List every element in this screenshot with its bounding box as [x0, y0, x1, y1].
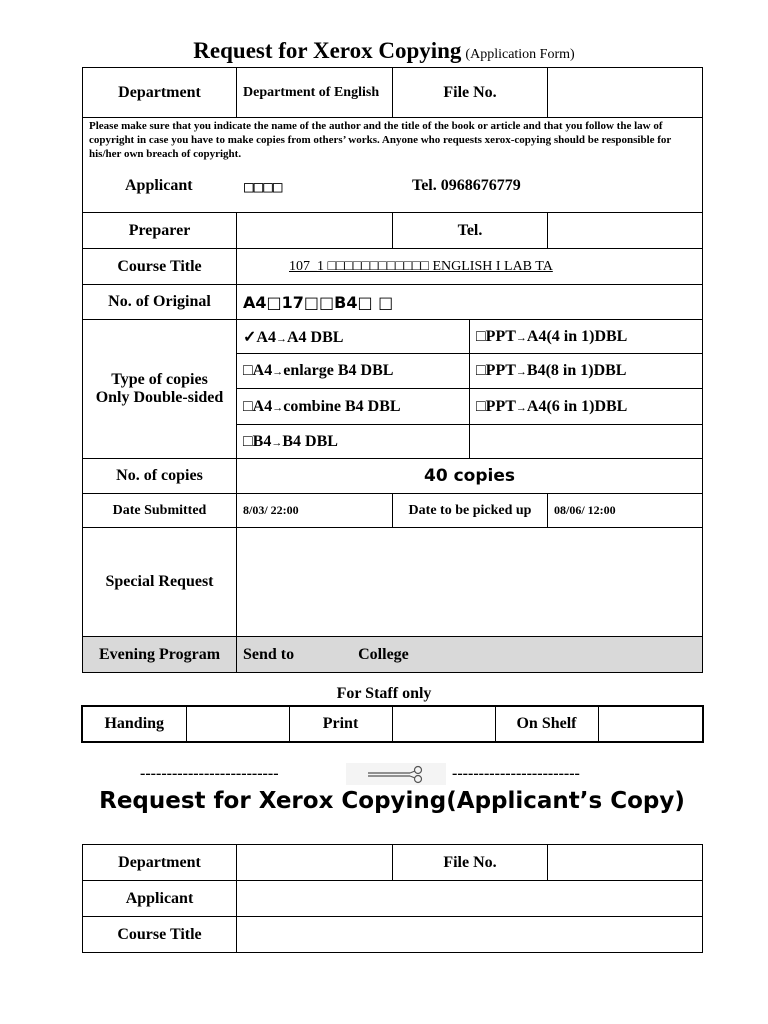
applicant-copy-table: [82, 844, 703, 953]
option-to: A4(6 in 1)DBL: [526, 397, 628, 415]
arrow-icon: →: [272, 366, 284, 378]
checkbox-icon: □: [476, 362, 486, 379]
applicant-block: [83, 118, 703, 213]
copy-option-ppt-a4-4in1[interactable]: [470, 320, 703, 354]
staff-only-title: For Staff only: [336, 685, 432, 702]
checkbox-icon: □: [243, 432, 253, 450]
department-field[interactable]: Department of English: [237, 68, 393, 118]
send-to-row[interactable]: [237, 637, 703, 673]
checkbox-icon: □: [476, 327, 486, 345]
option-to: B4 DBL: [282, 432, 338, 450]
option-to: enlarge B4 DBL: [283, 362, 394, 379]
handing-label: Handing: [82, 706, 186, 742]
cut-line-right: ------------------------: [452, 765, 580, 782]
option-to: A4(4 in 1)DBL: [526, 327, 628, 345]
scissors-icon: [346, 763, 446, 785]
staff-only-table: [81, 705, 704, 743]
option-to: B4(8 in 1)DBL: [526, 362, 627, 379]
file-no-field[interactable]: [548, 68, 703, 118]
option-from: B4: [252, 432, 272, 450]
date-submitted-label: Date Submitted: [83, 494, 237, 528]
option-from: PPT: [485, 327, 516, 345]
form-title-main: Request for Xerox Copying: [193, 38, 462, 63]
handing-field[interactable]: [186, 706, 289, 742]
option-from: PPT: [485, 362, 516, 379]
check-icon: ✓: [243, 328, 257, 346]
option-from: A4: [252, 362, 273, 379]
checkbox-icon: □: [243, 362, 253, 379]
type-label-line1: Type of copies: [111, 371, 208, 388]
no-original-label: No. of Original: [83, 285, 237, 320]
on-shelf-label: On Shelf: [495, 706, 598, 742]
pickup-date-label: Date to be picked up: [393, 494, 548, 528]
applicant-line: [83, 161, 702, 207]
preparer-label: Preparer: [83, 213, 237, 249]
print-label: Print: [289, 706, 392, 742]
type-of-copies-label: [83, 320, 237, 459]
copy-option-ppt-b4-8in1[interactable]: [470, 354, 703, 389]
checkbox-icon: □: [476, 397, 486, 415]
applicant-name-field[interactable]: □□□□: [244, 177, 283, 196]
option-to: combine B4 DBL: [283, 397, 401, 415]
form-title: [0, 38, 768, 64]
arrow-icon: →: [272, 401, 284, 414]
file-no-label: File No.: [393, 68, 548, 118]
copy-department-label: Department: [83, 845, 237, 881]
option-from: A4: [256, 328, 276, 346]
form-title-subtitle: (Application Form): [465, 47, 575, 62]
copy-option-b4-b4[interactable]: [237, 425, 470, 459]
department-label: Department: [83, 68, 237, 118]
course-title-field[interactable]: 107_1 □□□□□□□□□□□□ ENGLISH I LAB TA: [237, 249, 703, 285]
cut-line: [0, 763, 768, 787]
special-request-label: Special Request: [83, 528, 237, 637]
copy-option-a4-enlarge-b4[interactable]: [237, 354, 470, 389]
special-request-field[interactable]: [237, 528, 703, 637]
copy-file-no-field[interactable]: [548, 845, 703, 881]
copy-option-a4-a4[interactable]: [237, 320, 470, 354]
copy-option-ppt-a4-6in1[interactable]: [470, 389, 703, 425]
no-copies-label: No. of copies: [83, 459, 237, 494]
send-to-label: Send to: [243, 645, 295, 663]
applicant-copy-title: Request for Xerox Copying(Applicant’s Copy): [99, 788, 685, 814]
type-label-line2: Only Double-sided: [95, 389, 224, 406]
print-field[interactable]: [392, 706, 495, 742]
arrow-icon: →: [515, 401, 527, 414]
copy-course-title-label: Course Title: [83, 917, 237, 953]
college-label: College: [358, 645, 409, 663]
applicant-tel[interactable]: Tel. 0968676779: [412, 177, 521, 194]
arrow-icon: →: [515, 366, 527, 378]
arrow-icon: →: [515, 331, 527, 344]
tel-field[interactable]: [548, 213, 703, 249]
evening-program-label: Evening Program: [83, 637, 237, 673]
date-submitted-field[interactable]: 8/03/ 22:00: [237, 494, 393, 528]
checkbox-icon: □: [243, 397, 253, 415]
course-title-label: Course Title: [83, 249, 237, 285]
on-shelf-field[interactable]: [598, 706, 703, 742]
copy-applicant-label: Applicant: [83, 881, 237, 917]
applicant-label: Applicant: [125, 177, 193, 194]
pickup-date-field[interactable]: 08/06/ 12:00: [548, 494, 703, 528]
arrow-icon: →: [275, 332, 287, 345]
copy-option-empty: [470, 425, 703, 459]
cut-line-left: --------------------------: [140, 765, 279, 782]
option-from: PPT: [485, 397, 516, 415]
no-original-field[interactable]: A4□17□□B4□ □: [237, 285, 703, 320]
copy-option-a4-combine-b4[interactable]: [237, 389, 470, 425]
option-to: A4 DBL: [286, 328, 344, 346]
option-from: A4: [252, 397, 273, 415]
no-copies-field[interactable]: 40 copies: [237, 459, 703, 494]
copy-file-no-label: File No.: [393, 845, 548, 881]
preparer-field[interactable]: [237, 213, 393, 249]
copy-applicant-field[interactable]: [237, 881, 703, 917]
copy-department-field[interactable]: [237, 845, 393, 881]
copyright-notice: Please make sure that you indicate the name of the author and the title of the book or article and that you follow the law of copyright in case you have to make copies from others’ works. Anyone who requests xerox-copying should be responsible for his/her own breach of copyright.: [89, 120, 672, 160]
application-form: [82, 67, 703, 673]
arrow-icon: →: [271, 436, 283, 449]
copy-course-title-field[interactable]: [237, 917, 703, 953]
tel-label: Tel.: [393, 213, 548, 249]
